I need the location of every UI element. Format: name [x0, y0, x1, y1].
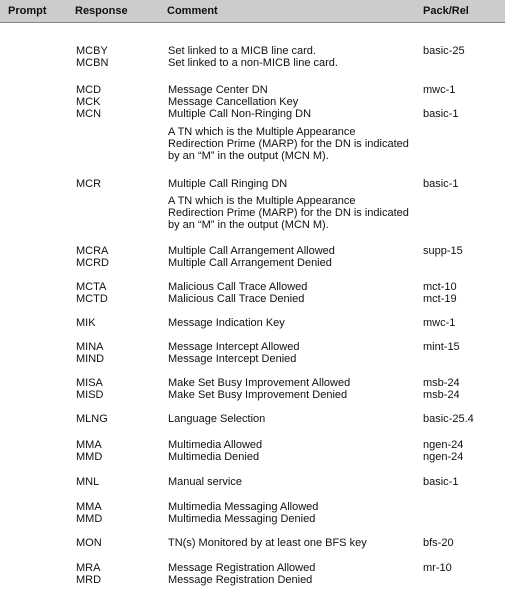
comment-cell: Message Registration Denied	[168, 574, 313, 586]
comment-cell: Redirection Prime (MARP) for the DN is indicated	[168, 138, 409, 150]
response-cell: MCN	[76, 108, 102, 120]
comment-cell: Multiple Call Ringing DN	[168, 178, 288, 190]
comment-cell: Message Intercept Denied	[168, 353, 297, 365]
response-cell: MCTA	[76, 281, 107, 293]
response-cell: MCD	[76, 84, 102, 96]
pack-rel-cell: mct-19	[423, 293, 457, 305]
comment-cell: Redirection Prime (MARP) for the DN is indicated	[168, 207, 409, 219]
comment-cell: Multiple Call Arrangement Allowed	[168, 245, 335, 257]
response-cell: MCBN	[76, 57, 109, 69]
pack-rel-cell: msb-24	[423, 389, 460, 401]
table-header	[0, 0, 505, 23]
pack-rel-cell: mct-10	[423, 281, 457, 293]
column-header-prompt: Prompt	[8, 5, 47, 17]
comment-cell: Multimedia Messaging Allowed	[168, 501, 319, 513]
response-cell: MCK	[76, 96, 101, 108]
response-cell: MRD	[76, 574, 102, 586]
comment-cell: Message Indication Key	[168, 317, 285, 329]
comment-cell: Malicious Call Trace Allowed	[168, 281, 308, 293]
response-cell: MMD	[76, 451, 103, 463]
response-cell: MRA	[76, 562, 101, 574]
response-cell: MISD	[76, 389, 104, 401]
pack-rel-cell: basic-25.4	[423, 413, 474, 425]
pack-rel-cell: msb-24	[423, 377, 460, 389]
comment-cell: A TN which is the Multiple Appearance	[168, 195, 356, 207]
comment-cell: Multimedia Denied	[168, 451, 260, 463]
pack-rel-cell: basic-1	[423, 178, 459, 190]
comment-cell: Message Registration Allowed	[168, 562, 316, 574]
comment-cell: Multimedia Allowed	[168, 439, 263, 451]
column-header-comment: Comment	[167, 5, 218, 17]
pack-rel-cell: basic-1	[423, 108, 459, 120]
response-cell: MIK	[76, 317, 96, 329]
response-cell: MMD	[76, 513, 103, 525]
pack-rel-cell: mr-10	[423, 562, 452, 574]
comment-cell: Malicious Call Trace Denied	[168, 293, 305, 305]
comment-cell: Language Selection	[168, 413, 266, 425]
response-cell: MNL	[76, 476, 100, 488]
response-cell: MLNG	[76, 413, 108, 425]
response-cell: MCTD	[76, 293, 108, 305]
comment-cell: Manual service	[168, 476, 242, 488]
response-cell: MCBY	[76, 45, 108, 57]
response-cell: MMA	[76, 501, 102, 513]
comment-cell: Multimedia Messaging Denied	[168, 513, 316, 525]
response-cell: MIND	[76, 353, 105, 365]
response-cell: MON	[76, 537, 102, 549]
comment-cell: Multiple Call Arrangement Denied	[168, 257, 332, 269]
pack-rel-cell: supp-15	[423, 245, 463, 257]
pack-rel-cell: ngen-24	[423, 439, 464, 451]
response-cell: MMA	[76, 439, 102, 451]
column-header-pack-rel: Pack/Rel	[423, 5, 469, 17]
comment-cell: TN(s) Monitored by at least one BFS key	[168, 537, 367, 549]
comment-cell: Message Cancellation Key	[168, 96, 299, 108]
comment-cell: Make Set Busy Improvement Denied	[168, 389, 348, 401]
comment-cell: Message Intercept Allowed	[168, 341, 300, 353]
comment-cell: Make Set Busy Improvement Allowed	[168, 377, 351, 389]
comment-cell: A TN which is the Multiple Appearance	[168, 126, 356, 138]
response-cell: MCRD	[76, 257, 109, 269]
response-cell: MINA	[76, 341, 104, 353]
table-body	[0, 23, 505, 605]
comment-cell: by an “M” in the output (MCN M).	[168, 219, 329, 231]
pack-rel-cell: mwc-1	[423, 84, 456, 96]
pack-rel-cell: basic-25	[423, 45, 465, 57]
pack-rel-cell: ngen-24	[423, 451, 464, 463]
response-cell: MCR	[76, 178, 102, 190]
pack-rel-cell: mint-15	[423, 341, 460, 353]
pack-rel-cell: basic-1	[423, 476, 459, 488]
comment-cell: Multiple Call Non-Ringing DN	[168, 108, 312, 120]
column-header-response: Response	[75, 5, 128, 17]
comment-cell: by an “M” in the output (MCN M).	[168, 150, 329, 162]
comment-cell: Message Center DN	[168, 84, 268, 96]
comment-cell: Set linked to a MICB line card.	[168, 45, 316, 57]
pack-rel-cell: mwc-1	[423, 317, 456, 329]
response-cell: MISA	[76, 377, 103, 389]
pack-rel-cell: bfs-20	[423, 537, 454, 549]
comment-cell: Set linked to a non-MICB line card.	[168, 57, 338, 69]
response-cell: MCRA	[76, 245, 109, 257]
